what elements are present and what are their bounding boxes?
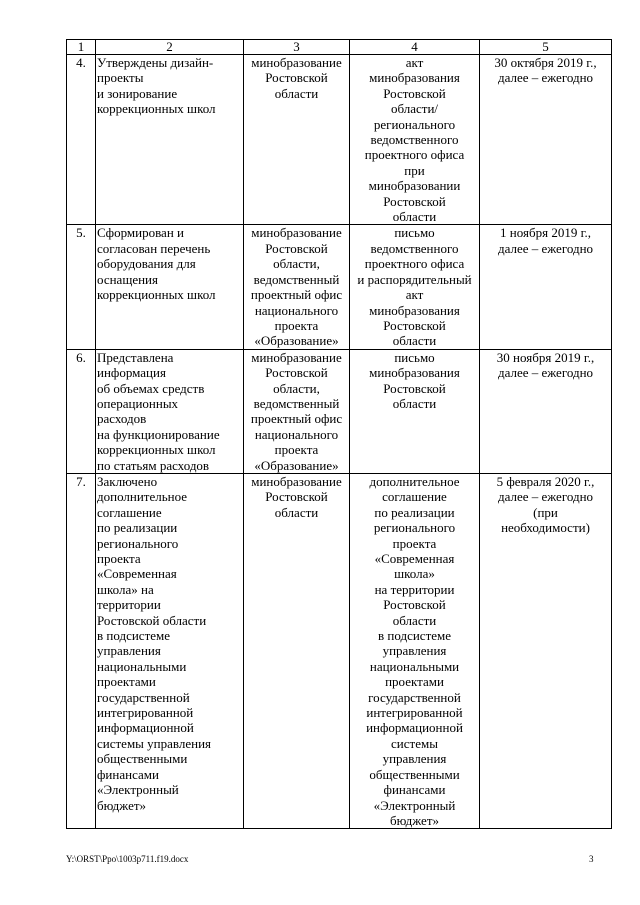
cell-line: коррекционных школ [97, 442, 216, 458]
cell-line: Ростовской [265, 240, 328, 256]
responsible-cell [244, 473, 350, 828]
cell-line: «Современная [374, 551, 455, 566]
table-row [67, 225, 612, 349]
cell-line: 30 ноября 2019 г., [496, 349, 595, 365]
cell-line: общественными [97, 751, 188, 767]
row-number-cell: 6. [67, 349, 96, 473]
cell-line: оснащения [97, 271, 158, 287]
cell-line: национального [254, 302, 339, 318]
cell-line: 1 ноября 2019 г., [500, 225, 591, 241]
cell-line: проектного офиса [364, 256, 465, 272]
footer-page-number: 3 [589, 854, 594, 864]
document-type-cell [350, 349, 480, 473]
cell-line: области, [273, 380, 320, 396]
table-row [67, 349, 612, 473]
cell-line: минобразование [251, 225, 342, 241]
row-number-cell: 4. [67, 55, 96, 225]
cell-line: «Современная [97, 566, 177, 582]
responsible-cell [244, 225, 350, 349]
row-number-cell: 5. [67, 225, 96, 349]
header-cell: 5 [480, 40, 612, 55]
cell-line: Представлена [97, 349, 174, 365]
cell-line: согласован перечень [97, 240, 211, 256]
cell-line: системы управления [97, 735, 212, 751]
cell-line: минобразование [251, 349, 342, 365]
event-cell [96, 349, 244, 473]
cell-line: области [392, 612, 437, 628]
cell-line: дополнительное [97, 489, 188, 505]
cell-line: дополнительное [369, 473, 460, 489]
cell-line: области [392, 333, 437, 349]
cell-line: и распорядительный [357, 271, 472, 287]
cell-line: расходов [97, 411, 147, 427]
cell-line: финансами [383, 782, 446, 798]
cell-line: ведомственного [370, 240, 459, 256]
event-cell [96, 55, 244, 225]
cell-line: (при [533, 504, 558, 520]
cell-line: управления [382, 643, 447, 659]
cell-line: области [274, 504, 319, 520]
cell-line: регионального [373, 520, 456, 536]
cell-line: в подсистеме [97, 628, 171, 644]
cell-line: Ростовской [265, 70, 328, 86]
cell-line: коррекционных школ [97, 287, 216, 303]
cell-line: минобразовании [368, 178, 461, 194]
event-cell [96, 225, 244, 349]
cell-line: информация [97, 365, 166, 381]
cell-line: 30 октября 2019 г., [494, 55, 597, 70]
cell-line: ведомственный [253, 395, 340, 411]
cell-line: письмо [394, 225, 435, 241]
cell-line: проекта [274, 442, 319, 458]
cell-line: Заключено [97, 473, 158, 489]
cell-line: национальными [97, 658, 187, 674]
document-type-cell [350, 473, 480, 828]
cell-line: минобразование [251, 55, 342, 70]
cell-line: Ростовской [383, 193, 446, 209]
cell-line: регионального [373, 116, 456, 132]
cell-line: управления [382, 751, 447, 767]
responsible-cell [244, 349, 350, 473]
header-cell: 3 [244, 40, 350, 55]
cell-line: области, [273, 256, 320, 272]
cell-line: акт [405, 287, 424, 303]
responsible-cell [244, 55, 350, 225]
cell-line: «Образование» [254, 457, 339, 473]
cell-line: проектами [97, 674, 156, 690]
cell-line: Ростовской [383, 85, 446, 101]
header-cell: 4 [350, 40, 480, 55]
cell-line: школа» [394, 566, 435, 582]
cell-line: национального [254, 426, 339, 442]
cell-line: Ростовской области [97, 612, 207, 628]
cell-line: Ростовской [383, 317, 446, 333]
cell-line: проектный офис [250, 411, 343, 427]
header-cell: 2 [96, 40, 244, 55]
cell-line: по реализации [97, 520, 178, 536]
cell-line: проекта [274, 317, 319, 333]
cell-line: в подсистеме [377, 628, 452, 644]
cell-line: государственной [368, 689, 461, 705]
cell-line: соглашение [382, 489, 447, 505]
cell-line: коррекционных школ [97, 101, 216, 117]
header-cell: 1 [67, 40, 96, 55]
cell-line: финансами [97, 766, 159, 782]
cell-line: системы [391, 735, 438, 751]
cell-line: бюджет» [389, 812, 440, 828]
cell-line: акт [405, 55, 424, 70]
cell-line: об объемах средств [97, 380, 205, 396]
cell-line: минобразования [369, 302, 460, 318]
table-row [67, 55, 612, 225]
cell-line: области/ [390, 101, 439, 117]
cell-line: далее – ежегодно [497, 365, 594, 381]
cell-line: «Электронный [373, 797, 456, 813]
cell-line: письмо [394, 349, 435, 365]
deadline-cell [480, 473, 612, 828]
cell-line: области [274, 85, 319, 101]
cell-line: Ростовской [383, 380, 446, 396]
cell-line: необходимости) [501, 520, 590, 536]
cell-line: проекта [392, 535, 437, 551]
cell-line: Ростовской [383, 597, 446, 613]
cell-line: проектный офис [250, 287, 343, 303]
row-number-cell: 7. [67, 473, 96, 828]
cell-line: операционных [97, 395, 179, 411]
cell-line: Ростовской [265, 365, 328, 381]
cell-line: по статьям расходов [97, 457, 210, 473]
footer-file-path: Y:\ORST\Ppo\1003p711.f19.docx [66, 854, 189, 864]
cell-line: проектного офиса [364, 147, 465, 163]
event-cell [96, 473, 244, 828]
cell-line: национальными [369, 658, 460, 674]
header-row [67, 40, 612, 55]
cell-line: и зонирование [97, 85, 178, 101]
cell-line: на функционирование [97, 426, 220, 442]
cell-line: области [392, 209, 437, 225]
cell-line: школа» на [97, 581, 154, 597]
cell-line: интегрированной [97, 705, 194, 721]
cell-line: «Электронный [97, 782, 179, 798]
cell-line: Ростовской [265, 489, 328, 505]
cell-line: информационной [97, 720, 194, 736]
cell-line: бюджет» [97, 797, 147, 813]
cell-line: на территории [374, 581, 455, 597]
cell-line: минобразования [369, 365, 460, 381]
cell-line: далее – ежегодно [497, 240, 594, 256]
cell-line: интегрированной [366, 705, 463, 721]
document-type-cell [350, 225, 480, 349]
table-row [67, 473, 612, 828]
cell-line: ведомственного [370, 132, 459, 148]
cell-line: области [392, 395, 437, 411]
document-type-cell [350, 55, 480, 225]
cell-line: проекты [97, 70, 144, 86]
cell-line: регионального [97, 535, 179, 551]
cell-line: Сформирован и [97, 225, 184, 241]
cell-line: минобразования [369, 70, 460, 86]
cell-line: ведомственный [253, 271, 340, 287]
cell-line: соглашение [97, 504, 162, 520]
cell-line: далее – ежегодно [497, 489, 594, 505]
cell-line: минобразование [251, 473, 342, 489]
cell-line: общественными [369, 766, 460, 782]
deadline-cell [480, 349, 612, 473]
cell-line: 5 февраля 2020 г., [496, 473, 595, 489]
cell-line: Утверждены дизайн- [97, 55, 214, 70]
cell-line: управления [97, 643, 161, 659]
cell-line: государственной [97, 689, 190, 705]
cell-line: далее – ежегодно [497, 70, 594, 86]
deadline-cell [480, 55, 612, 225]
cell-line: территории [97, 597, 161, 613]
cell-line: при [404, 162, 425, 178]
cell-line: проекта [97, 551, 141, 566]
document-table [66, 39, 612, 829]
cell-line: по реализации [374, 504, 455, 520]
cell-line: оборудования для [97, 256, 196, 272]
cell-line: проектами [385, 674, 444, 690]
cell-line: информационной [366, 720, 463, 736]
deadline-cell [480, 225, 612, 349]
cell-line: «Образование» [254, 333, 339, 349]
